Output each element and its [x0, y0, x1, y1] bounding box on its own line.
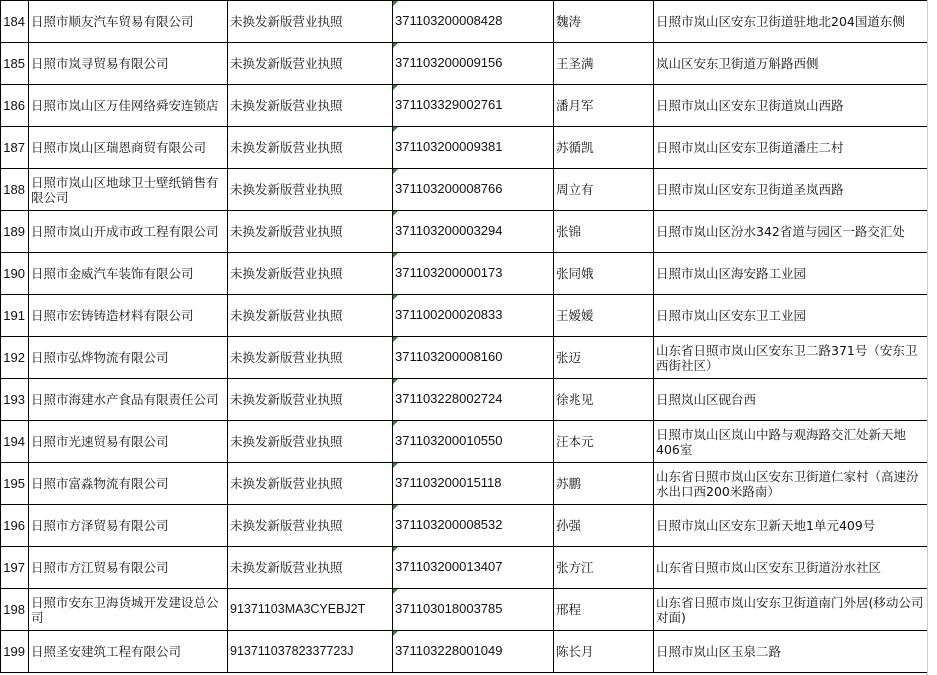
- legal-person-cell[interactable]: [554, 379, 654, 421]
- registration-code-cell[interactable]: [393, 295, 554, 337]
- legal-person-text: 周立有: [556, 182, 594, 197]
- license-cell[interactable]: [228, 169, 393, 211]
- number-as-text-marker-icon: [393, 463, 398, 468]
- company-name-text: 日照市金威汽车装饰有限公司: [31, 266, 194, 281]
- legal-person-text: 张锦: [556, 224, 582, 239]
- license-cell[interactable]: [228, 1, 393, 43]
- row-number-text: 192: [3, 350, 25, 365]
- legal-person-text: 徐兆见: [556, 392, 594, 407]
- row-number-text: 197: [3, 560, 25, 575]
- registration-code-text: 371103200008766: [395, 181, 503, 196]
- company-name-cell[interactable]: [29, 169, 228, 211]
- legal-person-cell[interactable]: [554, 169, 654, 211]
- registration-code-cell[interactable]: [393, 547, 554, 589]
- number-as-text-marker-icon: [393, 631, 398, 636]
- license-text: 未换发新版营业执照: [230, 560, 343, 575]
- address-text: 日照市岚山区汾水342省道与园区一路交汇处: [656, 224, 905, 239]
- registration-code-cell[interactable]: [393, 631, 554, 673]
- number-as-text-marker-icon: [393, 253, 398, 258]
- table-row: [1, 295, 928, 337]
- row-number-text: 185: [3, 56, 25, 71]
- row-number-text: 194: [3, 434, 25, 449]
- company-name-cell[interactable]: [29, 463, 228, 505]
- company-name-cell[interactable]: [29, 337, 228, 379]
- number-as-text-marker-icon: [393, 421, 398, 426]
- row-number-text: 186: [3, 98, 25, 113]
- license-text: 未换发新版营业执照: [230, 140, 343, 155]
- license-text: 未换发新版营业执照: [230, 266, 343, 281]
- company-name-text: 日照圣安建筑工程有限公司: [31, 644, 182, 659]
- legal-person-text: 邢程: [556, 602, 582, 617]
- address-cell[interactable]: [654, 589, 928, 631]
- company-name-text: 日照市光速贸易有限公司: [31, 434, 169, 449]
- registration-code-text: 371103200008532: [395, 517, 503, 532]
- registration-code-text: 371103200010550: [395, 433, 503, 448]
- row-number-cell[interactable]: [1, 211, 29, 253]
- row-number-text: 195: [3, 476, 25, 491]
- registration-code-cell[interactable]: [393, 589, 554, 631]
- number-as-text-marker-icon: [393, 295, 398, 300]
- license-cell[interactable]: [228, 127, 393, 169]
- legal-person-cell[interactable]: [554, 589, 654, 631]
- address-text: 山东省日照市岚山区安东卫街道汾水社区: [656, 560, 882, 575]
- number-as-text-marker-icon: [393, 337, 398, 342]
- row-number-cell[interactable]: [1, 631, 29, 673]
- number-as-text-marker-icon: [393, 211, 398, 216]
- license-text: 未换发新版营业执照: [230, 434, 343, 449]
- row-number-text: 188: [3, 182, 25, 197]
- license-text: 未换发新版营业执照: [230, 56, 343, 71]
- registration-code-text: 371103200013407: [395, 559, 503, 574]
- row-number-text: 198: [3, 602, 25, 617]
- legal-person-cell[interactable]: [554, 43, 654, 85]
- registration-code-text: 371103200015118: [395, 475, 502, 490]
- row-number-cell[interactable]: [1, 169, 29, 211]
- table-row: [1, 43, 928, 85]
- registration-code-text: 371103228001049: [395, 643, 503, 658]
- registration-code-text: 371103329002761: [395, 97, 503, 112]
- address-text: 日照市岚山区玉泉二路: [656, 644, 782, 659]
- address-cell[interactable]: [654, 631, 928, 673]
- address-text: 日照岚山区砚台西: [656, 392, 757, 407]
- number-as-text-marker-icon: [393, 127, 398, 132]
- table-body: [1, 1, 928, 673]
- license-text: 未换发新版营业执照: [230, 224, 343, 239]
- legal-person-cell[interactable]: [554, 463, 654, 505]
- address-cell[interactable]: [654, 211, 928, 253]
- license-text: 未换发新版营业执照: [230, 476, 343, 491]
- company-name-cell[interactable]: [29, 379, 228, 421]
- sheet-margin: [927, 0, 937, 675]
- row-number-text: 199: [3, 644, 25, 659]
- legal-person-cell[interactable]: [554, 211, 654, 253]
- address-text: 山东省日照市岚山安东卫街道南门外居(移动公司对面): [656, 594, 924, 625]
- license-text: 91371103782337723J: [230, 644, 354, 658]
- row-number-cell[interactable]: [1, 421, 29, 463]
- company-name-text: 日照市岚山区万佳网络舜安连锁店: [31, 98, 219, 113]
- company-name-cell[interactable]: [29, 421, 228, 463]
- row-number-cell[interactable]: [1, 127, 29, 169]
- registration-code-cell[interactable]: [393, 505, 554, 547]
- address-text: 日照市岚山区海安路工业园: [656, 266, 807, 281]
- row-number-cell[interactable]: [1, 337, 29, 379]
- table-row: [1, 547, 928, 589]
- row-number-text: 184: [3, 14, 25, 29]
- company-name-text: 日照市岚山区瑞恩商贸有限公司: [31, 140, 207, 155]
- company-name-text: 日照市岚山区地球卫士壁纸销售有限公司: [31, 174, 219, 205]
- license-text: 未换发新版营业执照: [230, 392, 343, 407]
- address-text: 岚山区安东卫街道万斛路西侧: [656, 56, 819, 71]
- legal-person-cell[interactable]: [554, 421, 654, 463]
- address-cell[interactable]: [654, 337, 928, 379]
- registration-code-cell[interactable]: [393, 337, 554, 379]
- address-cell[interactable]: [654, 43, 928, 85]
- legal-person-cell[interactable]: [554, 631, 654, 673]
- address-text: 日照市岚山区安东卫街道圣岚西路: [656, 182, 844, 197]
- registration-code-cell[interactable]: [393, 169, 554, 211]
- registration-code-text: 371103200003294: [395, 223, 503, 238]
- company-name-cell[interactable]: [29, 589, 228, 631]
- legal-person-text: 潘月军: [556, 98, 594, 113]
- company-name-text: 日照市方泽贸易有限公司: [31, 518, 169, 533]
- legal-person-text: 陈长月: [556, 644, 594, 659]
- table-row: [1, 253, 928, 295]
- row-number-cell[interactable]: [1, 43, 29, 85]
- company-name-text: 日照市宏铸铸造材料有限公司: [31, 308, 194, 323]
- legal-person-cell[interactable]: [554, 295, 654, 337]
- registration-code-text: 371103200009156: [395, 55, 503, 70]
- registration-code-cell[interactable]: [393, 211, 554, 253]
- company-name-cell[interactable]: [29, 631, 228, 673]
- address-text: 山东省日照市岚山区安东卫街道仁家村（高速汾水出口西200米路南）: [656, 468, 919, 499]
- company-name-text: 日照市岚山开成市政工程有限公司: [31, 224, 219, 239]
- company-name-cell[interactable]: [29, 43, 228, 85]
- row-number-cell[interactable]: [1, 295, 29, 337]
- address-text: 日照市岚山区安东卫街道岚山西路: [656, 98, 844, 113]
- registration-code-text: 371103228002724: [395, 391, 503, 406]
- address-cell[interactable]: [654, 547, 928, 589]
- license-cell[interactable]: [228, 337, 393, 379]
- table-row: [1, 505, 928, 547]
- address-cell[interactable]: [654, 127, 928, 169]
- row-number-text: 196: [3, 518, 25, 533]
- table-row: [1, 631, 928, 673]
- license-text: 未换发新版营业执照: [230, 14, 343, 29]
- license-text: 未换发新版营业执照: [230, 308, 343, 323]
- number-as-text-marker-icon: [393, 547, 398, 552]
- number-as-text-marker-icon: [393, 1, 398, 6]
- company-name-text: 日照市安东卫海货城开发建设总公司: [31, 594, 219, 625]
- registration-code-text: 371103200009381: [395, 139, 503, 154]
- row-number-text: 193: [3, 392, 25, 407]
- address-cell[interactable]: [654, 379, 928, 421]
- address-cell[interactable]: [654, 505, 928, 547]
- table-row: [1, 379, 928, 421]
- row-number-text: 190: [3, 266, 25, 281]
- registration-code-cell[interactable]: [393, 379, 554, 421]
- company-name-cell[interactable]: [29, 505, 228, 547]
- license-cell[interactable]: [228, 421, 393, 463]
- company-name-text: 日照市顺友汽车贸易有限公司: [31, 14, 194, 29]
- address-cell[interactable]: [654, 463, 928, 505]
- registration-code-cell[interactable]: [393, 43, 554, 85]
- table-row: [1, 127, 928, 169]
- legal-person-cell[interactable]: [554, 85, 654, 127]
- license-cell[interactable]: [228, 631, 393, 673]
- license-cell[interactable]: [228, 379, 393, 421]
- legal-person-text: 张迈: [556, 350, 582, 365]
- registration-code-cell[interactable]: [393, 85, 554, 127]
- row-number-cell[interactable]: [1, 379, 29, 421]
- company-name-cell[interactable]: [29, 1, 228, 43]
- row-number-text: 187: [3, 140, 25, 155]
- number-as-text-marker-icon: [393, 43, 398, 48]
- legal-person-text: 张方江: [556, 560, 594, 575]
- license-cell[interactable]: [228, 253, 393, 295]
- row-number-cell[interactable]: [1, 589, 29, 631]
- table-row: [1, 421, 928, 463]
- row-number-cell[interactable]: [1, 253, 29, 295]
- row-number-text: 189: [3, 224, 25, 239]
- license-cell[interactable]: [228, 85, 393, 127]
- registration-code-cell[interactable]: [393, 463, 554, 505]
- row-number-cell[interactable]: [1, 1, 29, 43]
- license-cell[interactable]: [228, 43, 393, 85]
- registration-code-cell[interactable]: [393, 421, 554, 463]
- table-row: [1, 211, 928, 253]
- table-row: [1, 1, 928, 43]
- license-text: 未换发新版营业执照: [230, 98, 343, 113]
- registration-code-text: 371100200020833: [395, 307, 503, 322]
- legal-person-text: 张同娥: [556, 266, 594, 281]
- company-name-cell[interactable]: [29, 295, 228, 337]
- legal-person-cell[interactable]: [554, 505, 654, 547]
- company-name-cell[interactable]: [29, 253, 228, 295]
- company-name-cell[interactable]: [29, 85, 228, 127]
- address-cell[interactable]: [654, 1, 928, 43]
- license-cell[interactable]: [228, 463, 393, 505]
- legal-person-text: 王嫒嫒: [556, 308, 594, 323]
- legal-person-text: 苏鹏: [556, 476, 582, 491]
- company-name-cell[interactable]: [29, 127, 228, 169]
- table-row: [1, 85, 928, 127]
- legal-person-text: 汪本元: [556, 434, 594, 449]
- license-text: 未换发新版营业执照: [230, 518, 343, 533]
- license-text: 91371103MA3CYEBJ2T: [230, 602, 366, 616]
- number-as-text-marker-icon: [393, 505, 398, 510]
- legal-person-text: 王圣满: [556, 56, 594, 71]
- row-number-cell[interactable]: [1, 505, 29, 547]
- table-row: [1, 337, 928, 379]
- registration-code-text: 371103200008428: [395, 13, 503, 28]
- table-row: [1, 463, 928, 505]
- license-cell[interactable]: [228, 505, 393, 547]
- number-as-text-marker-icon: [393, 379, 398, 384]
- address-cell[interactable]: [654, 295, 928, 337]
- address-text: 日照市岚山区安东卫新天地1单元409号: [656, 518, 876, 533]
- company-name-cell[interactable]: [29, 211, 228, 253]
- registration-code-cell[interactable]: [393, 253, 554, 295]
- legal-person-cell[interactable]: [554, 547, 654, 589]
- legal-person-cell[interactable]: [554, 127, 654, 169]
- registration-code-text: 371103200008160: [395, 349, 503, 364]
- company-name-cell[interactable]: [29, 547, 228, 589]
- number-as-text-marker-icon: [393, 589, 398, 594]
- company-name-text: 日照市弘烨物流有限公司: [31, 350, 169, 365]
- legal-person-cell[interactable]: [554, 253, 654, 295]
- address-cell[interactable]: [654, 421, 928, 463]
- number-as-text-marker-icon: [393, 85, 398, 90]
- registration-code-text: 371103200000173: [395, 265, 503, 280]
- address-text: 日照市岚山区安东卫工业园: [656, 308, 807, 323]
- address-text: 山东省日照市岚山区安东卫二路371号（安东卫西街社区）: [656, 342, 918, 373]
- license-cell[interactable]: [228, 547, 393, 589]
- company-name-text: 日照市岚寻贸易有限公司: [31, 56, 169, 71]
- company-name-text: 日照市海建水产食品有限责任公司: [31, 392, 219, 407]
- legal-person-text: 魏涛: [556, 14, 582, 29]
- address-cell[interactable]: [654, 85, 928, 127]
- legal-person-cell[interactable]: [554, 337, 654, 379]
- address-cell[interactable]: [654, 169, 928, 211]
- legal-person-text: 孙强: [556, 518, 582, 533]
- address-text: 日照市岚山区岚山中路与观海路交汇处新天地406室: [656, 426, 907, 457]
- row-number-cell[interactable]: [1, 463, 29, 505]
- company-name-text: 日照市方江贸易有限公司: [31, 560, 169, 575]
- company-name-text: 日照市富淼物流有限公司: [31, 476, 169, 491]
- license-cell[interactable]: [228, 211, 393, 253]
- address-text: 日照市岚山区安东卫街道潘庄二村: [656, 140, 844, 155]
- registration-code-text: 371103018003785: [395, 601, 503, 616]
- license-text: 未换发新版营业执照: [230, 182, 343, 197]
- row-number-cell[interactable]: [1, 547, 29, 589]
- address-text: 日照市岚山区安东卫街道驻地北204国道东侧: [656, 14, 905, 29]
- address-cell[interactable]: [654, 253, 928, 295]
- license-cell[interactable]: [228, 589, 393, 631]
- table-row: [1, 589, 928, 631]
- legal-person-text: 苏循凯: [556, 140, 594, 155]
- license-text: 未换发新版营业执照: [230, 350, 343, 365]
- row-number-text: 191: [3, 308, 25, 323]
- license-cell[interactable]: [228, 295, 393, 337]
- legal-person-cell[interactable]: [554, 1, 654, 43]
- registration-code-cell[interactable]: [393, 127, 554, 169]
- number-as-text-marker-icon: [393, 169, 398, 174]
- row-number-cell[interactable]: [1, 85, 29, 127]
- table-row: [1, 169, 928, 211]
- registration-code-cell[interactable]: [393, 1, 554, 43]
